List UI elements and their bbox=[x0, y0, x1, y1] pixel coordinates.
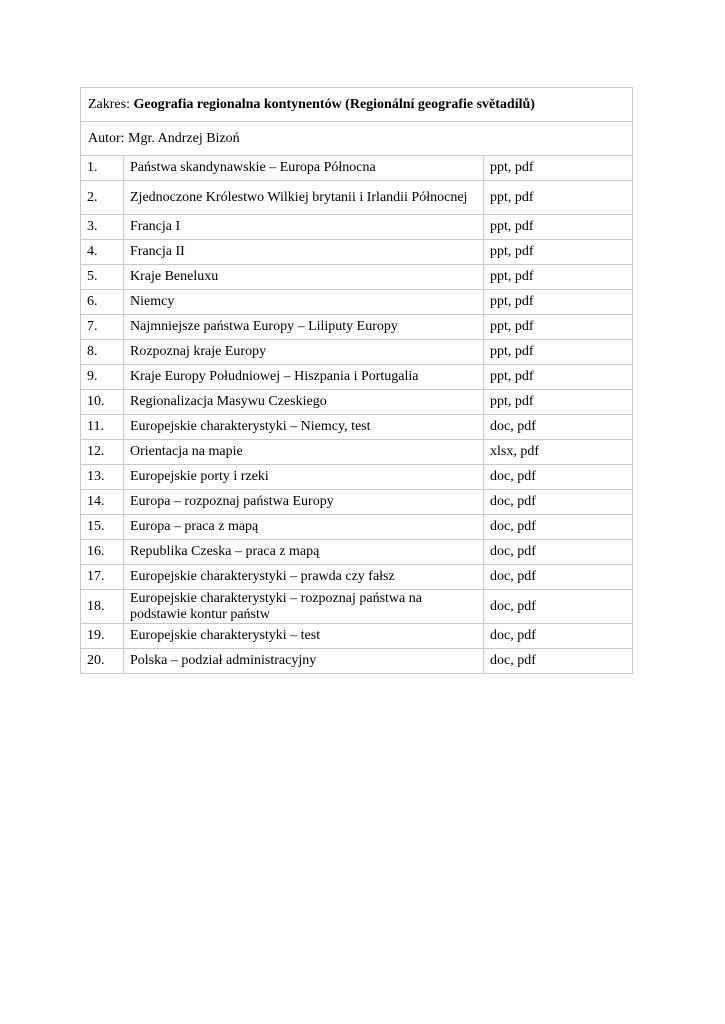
table-row bbox=[81, 565, 633, 590]
table-row bbox=[81, 265, 633, 290]
row-number: 18. bbox=[81, 590, 124, 624]
row-format: ppt, pdf bbox=[484, 181, 633, 215]
table-row bbox=[81, 240, 633, 265]
author-row bbox=[81, 122, 633, 156]
row-title: Polska – podział administracyjny bbox=[124, 649, 484, 674]
row-format: ppt, pdf bbox=[484, 290, 633, 315]
row-title: Republika Czeska – praca z mapą bbox=[124, 540, 484, 565]
row-number: 9. bbox=[81, 365, 124, 390]
row-number: 19. bbox=[81, 624, 124, 649]
table-row bbox=[81, 340, 633, 365]
row-number: 13. bbox=[81, 465, 124, 490]
table-row bbox=[81, 156, 633, 181]
row-format: doc, pdf bbox=[484, 590, 633, 624]
table-row bbox=[81, 440, 633, 465]
table-row bbox=[81, 624, 633, 649]
row-title: Europejskie charakterystyki – rozpoznaj państwa na podstawie kontur państw bbox=[124, 590, 484, 624]
row-format: doc, pdf bbox=[484, 515, 633, 540]
row-number: 20. bbox=[81, 649, 124, 674]
row-format: ppt, pdf bbox=[484, 340, 633, 365]
row-number: 8. bbox=[81, 340, 124, 365]
row-format: ppt, pdf bbox=[484, 265, 633, 290]
row-number: 11. bbox=[81, 415, 124, 440]
scope-value: Geografia regionalna kontynentów (Regionální geografie světadílů) bbox=[133, 96, 535, 112]
row-format: doc, pdf bbox=[484, 415, 633, 440]
row-number: 6. bbox=[81, 290, 124, 315]
author-cell bbox=[81, 122, 633, 156]
author-label: Autor: bbox=[88, 130, 125, 146]
scope-label: Zakres: bbox=[88, 96, 130, 112]
table-row bbox=[81, 290, 633, 315]
row-number: 14. bbox=[81, 490, 124, 515]
row-title: Europejskie charakterystyki – test bbox=[124, 624, 484, 649]
table-row bbox=[81, 315, 633, 340]
row-title: Regionalizacja Masywu Czeskiego bbox=[124, 390, 484, 415]
row-format: doc, pdf bbox=[484, 649, 633, 674]
row-format: doc, pdf bbox=[484, 624, 633, 649]
row-format: xlsx, pdf bbox=[484, 440, 633, 465]
row-number: 12. bbox=[81, 440, 124, 465]
row-format: doc, pdf bbox=[484, 540, 633, 565]
table-row bbox=[81, 490, 633, 515]
row-title: Niemcy bbox=[124, 290, 484, 315]
row-title: Kraje Europy Południowej – Hiszpania i Portugalia bbox=[124, 365, 484, 390]
row-number: 5. bbox=[81, 265, 124, 290]
row-title: Europejskie charakterystyki – prawda czy fałsz bbox=[124, 565, 484, 590]
row-format: ppt, pdf bbox=[484, 240, 633, 265]
table-row bbox=[81, 181, 633, 215]
row-title: Rozpoznaj kraje Europy bbox=[124, 340, 484, 365]
table-row bbox=[81, 390, 633, 415]
row-title: Francja I bbox=[124, 215, 484, 240]
row-number: 15. bbox=[81, 515, 124, 540]
row-number: 2. bbox=[81, 181, 124, 215]
row-format: ppt, pdf bbox=[484, 215, 633, 240]
row-title: Państwa skandynawskie – Europa Północna bbox=[124, 156, 484, 181]
author-value: Mgr. Andrzej Bizoń bbox=[128, 130, 240, 146]
table-row bbox=[81, 215, 633, 240]
row-number: 4. bbox=[81, 240, 124, 265]
table-row bbox=[81, 590, 633, 624]
row-title: Zjednoczone Królestwo Wilkiej brytanii i Irlandii Północnej bbox=[124, 181, 484, 215]
table-row bbox=[81, 515, 633, 540]
scope-cell bbox=[81, 88, 633, 122]
table-row bbox=[81, 540, 633, 565]
row-format: ppt, pdf bbox=[484, 315, 633, 340]
row-format: doc, pdf bbox=[484, 490, 633, 515]
row-format: doc, pdf bbox=[484, 465, 633, 490]
row-number: 1. bbox=[81, 156, 124, 181]
row-number: 17. bbox=[81, 565, 124, 590]
row-title: Europejskie charakterystyki – Niemcy, test bbox=[124, 415, 484, 440]
row-title: Najmniejsze państwa Europy – Liliputy Europy bbox=[124, 315, 484, 340]
row-format: doc, pdf bbox=[484, 565, 633, 590]
row-title: Orientacja na mapie bbox=[124, 440, 484, 465]
row-title: Francja II bbox=[124, 240, 484, 265]
row-title: Europa – rozpoznaj państwa Europy bbox=[124, 490, 484, 515]
row-format: ppt, pdf bbox=[484, 365, 633, 390]
row-format: ppt, pdf bbox=[484, 156, 633, 181]
table-row bbox=[81, 649, 633, 674]
table-row bbox=[81, 465, 633, 490]
scope-row bbox=[81, 88, 633, 122]
row-number: 7. bbox=[81, 315, 124, 340]
table-row bbox=[81, 415, 633, 440]
row-format: ppt, pdf bbox=[484, 390, 633, 415]
materials-table bbox=[80, 87, 633, 674]
row-number: 10. bbox=[81, 390, 124, 415]
document-page bbox=[80, 87, 632, 674]
table-row bbox=[81, 365, 633, 390]
row-number: 16. bbox=[81, 540, 124, 565]
row-title: Europa – praca z mapą bbox=[124, 515, 484, 540]
row-number: 3. bbox=[81, 215, 124, 240]
row-title: Europejskie porty i rzeki bbox=[124, 465, 484, 490]
row-title: Kraje Beneluxu bbox=[124, 265, 484, 290]
